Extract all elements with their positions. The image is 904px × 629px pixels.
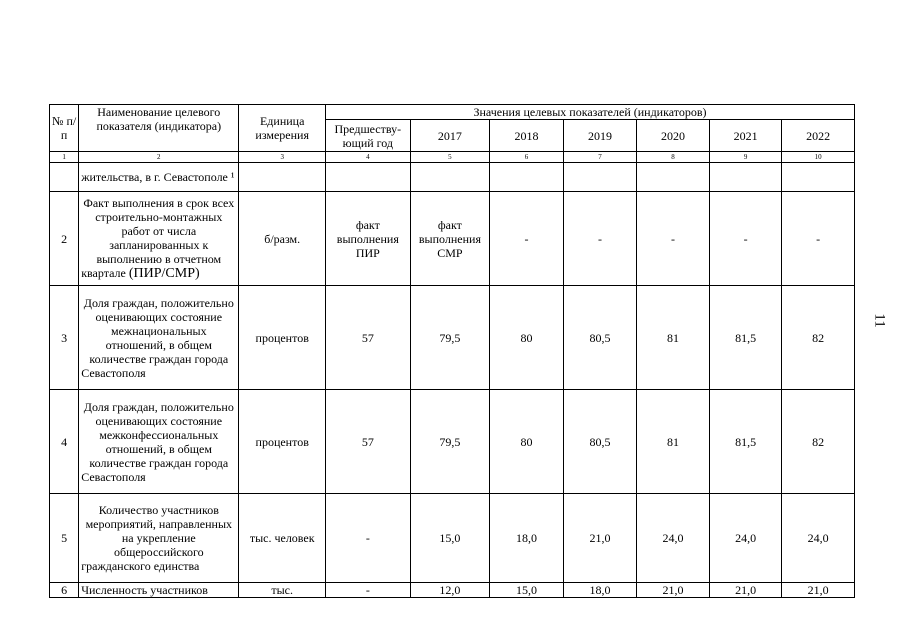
value: факт выполнения СМР xyxy=(410,192,490,286)
unit: тыс. человек xyxy=(239,494,326,583)
value: 81,5 xyxy=(709,286,782,390)
column-index-row xyxy=(50,152,855,163)
table-row xyxy=(50,286,855,390)
unit: процентов xyxy=(239,286,326,390)
column-index: 6 xyxy=(490,152,564,163)
table-row xyxy=(50,163,855,192)
value: 80,5 xyxy=(563,390,637,494)
value xyxy=(709,163,782,192)
value: - xyxy=(326,494,411,583)
value: 12,0 xyxy=(410,583,490,598)
indicator-name: Доля граждан, положительно оценивающих состояние межконфессиональных отношений, в общем количестве граждан города Севастополя xyxy=(79,390,239,494)
value xyxy=(637,163,710,192)
header-unit: Единица измерения xyxy=(239,105,326,152)
indicator-name: Численность участников xyxy=(79,583,239,598)
value: 82 xyxy=(782,286,855,390)
value xyxy=(410,163,490,192)
column-index: 7 xyxy=(563,152,637,163)
header-year-2018: 2018 xyxy=(490,120,564,152)
header-year-2022: 2022 xyxy=(782,120,855,152)
header-year-2019: 2019 xyxy=(563,120,637,152)
value: 81,5 xyxy=(709,390,782,494)
row-num: 5 xyxy=(50,494,79,583)
column-index: 8 xyxy=(637,152,710,163)
value: 80 xyxy=(490,390,564,494)
value: факт выполнения ПИР xyxy=(326,192,411,286)
value: 80,5 xyxy=(563,286,637,390)
value: 24,0 xyxy=(782,494,855,583)
page-number: 11 xyxy=(871,313,888,328)
table-row xyxy=(50,583,855,598)
value: 24,0 xyxy=(709,494,782,583)
header-values: Значения целевых показателей (индикаторов) xyxy=(326,105,855,120)
column-index: 9 xyxy=(709,152,782,163)
indicator-name-tail: (ПИР/СМР) xyxy=(128,266,200,281)
column-index: 2 xyxy=(79,152,239,163)
header-indicator-name: Наименование целевого показателя (индикатора) xyxy=(79,105,239,152)
row-num: 3 xyxy=(50,286,79,390)
unit: процентов xyxy=(239,390,326,494)
value: 80 xyxy=(490,286,564,390)
table-row xyxy=(50,494,855,583)
value: 79,5 xyxy=(410,390,490,494)
unit xyxy=(239,163,326,192)
value: - xyxy=(490,192,564,286)
indicator-name-text: Факт выполнения в срок всех строительно-монтажных работ от числа запланированных к выполнению в отчетном квартале xyxy=(81,196,235,280)
header-year-2020: 2020 xyxy=(637,120,710,152)
header-year-2021: 2021 xyxy=(709,120,782,152)
value: 57 xyxy=(326,286,411,390)
value: 21,0 xyxy=(709,583,782,598)
indicators-table xyxy=(49,104,855,598)
column-index: 1 xyxy=(50,152,79,163)
indicator-name: Количество участников мероприятий, направленных на укрепление общероссийского гражданского единства xyxy=(79,494,239,583)
value: - xyxy=(637,192,710,286)
value: 81 xyxy=(637,286,710,390)
unit: б/разм. xyxy=(239,192,326,286)
indicator-name: жительства, в г. Севастополе ¹ xyxy=(79,163,239,192)
row-num xyxy=(50,163,79,192)
value xyxy=(326,163,411,192)
value: 79,5 xyxy=(410,286,490,390)
value xyxy=(782,163,855,192)
value: 21,0 xyxy=(637,583,710,598)
value xyxy=(490,163,564,192)
value: 24,0 xyxy=(637,494,710,583)
value: 18,0 xyxy=(490,494,564,583)
row-num: 2 xyxy=(50,192,79,286)
row-num: 6 xyxy=(50,583,79,598)
value: - xyxy=(326,583,411,598)
unit: тыс. xyxy=(239,583,326,598)
column-index: 5 xyxy=(410,152,490,163)
header-year-prev: Предшеству-ющий год xyxy=(326,120,411,152)
value: 18,0 xyxy=(563,583,637,598)
column-index: 10 xyxy=(782,152,855,163)
value: 57 xyxy=(326,390,411,494)
value: - xyxy=(782,192,855,286)
header-num: № п/п xyxy=(50,105,79,152)
value xyxy=(563,163,637,192)
table-row xyxy=(50,192,855,286)
column-index: 4 xyxy=(326,152,411,163)
value: 21,0 xyxy=(563,494,637,583)
value: 81 xyxy=(637,390,710,494)
value: 21,0 xyxy=(782,583,855,598)
column-index: 3 xyxy=(239,152,326,163)
indicator-name xyxy=(79,192,239,286)
indicator-name: Доля граждан, положительно оценивающих состояние межнациональных отношений, в общем количестве граждан города Севастополя xyxy=(79,286,239,390)
value: 15,0 xyxy=(490,583,564,598)
header-year-2017: 2017 xyxy=(410,120,490,152)
table-row xyxy=(50,390,855,494)
value: 15,0 xyxy=(410,494,490,583)
value: 82 xyxy=(782,390,855,494)
value: - xyxy=(709,192,782,286)
row-num: 4 xyxy=(50,390,79,494)
value: - xyxy=(563,192,637,286)
